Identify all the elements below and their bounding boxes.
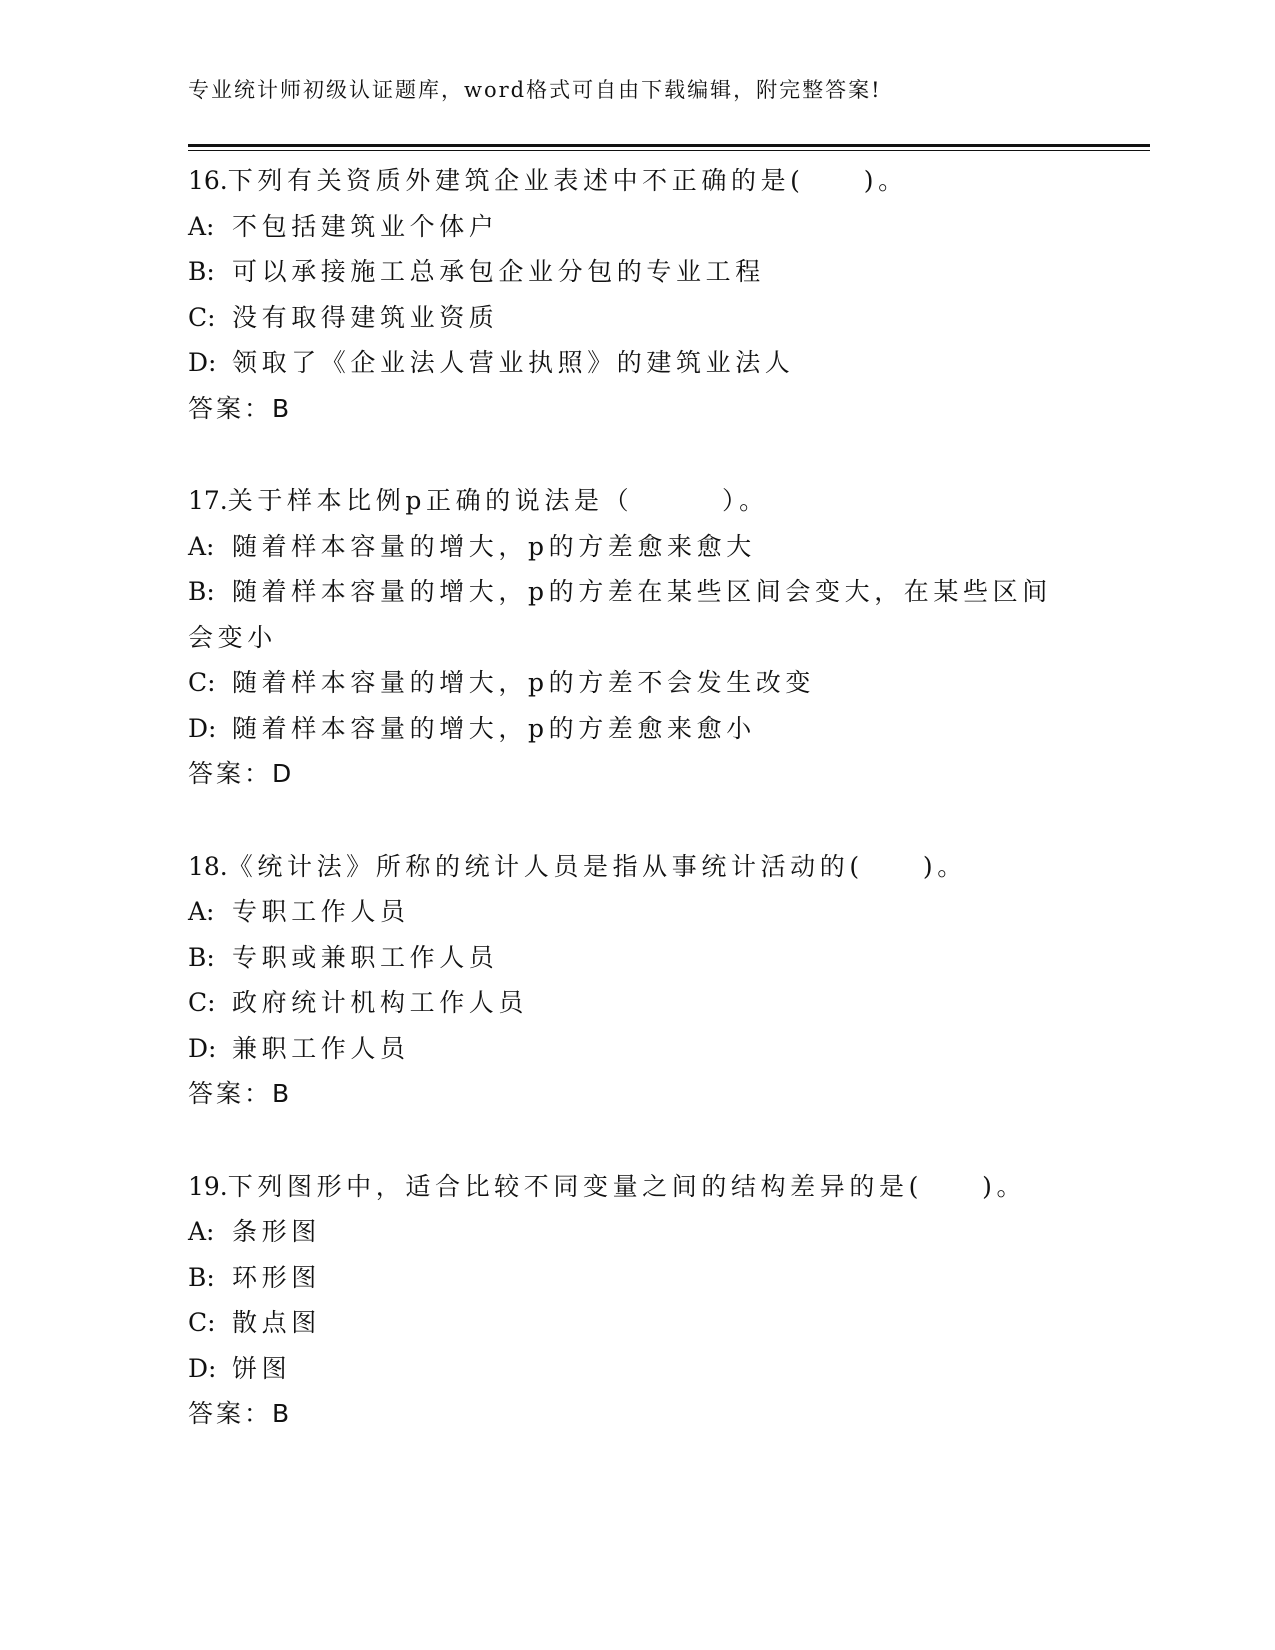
question-number: 19. — [188, 1171, 228, 1201]
option-key: D: — [188, 348, 217, 377]
option-text: 随着样本容量的增大，p的方差愈来愈大 — [232, 531, 756, 561]
question-text: 下列有关资质外建筑企业表述中不正确的是( )。 — [227, 166, 908, 195]
option-b — [188, 249, 1088, 295]
option-text: 条形图 — [232, 1217, 321, 1246]
option-c — [188, 295, 1088, 341]
option-key: A: — [188, 1217, 215, 1246]
answer-line — [188, 1391, 1088, 1437]
question-18 — [188, 844, 1088, 1117]
question-number: 18. — [188, 851, 228, 881]
option-d — [188, 1346, 1088, 1392]
question-stem — [188, 158, 1088, 204]
header-rule-thick — [188, 144, 1150, 147]
question-stem — [188, 844, 1088, 890]
question-stem — [188, 1164, 1088, 1210]
option-text: 随着样本容量的增大，p的方差在某些区间会变大，在某些区间会变小 — [188, 577, 1052, 652]
option-d — [188, 706, 1088, 752]
option-key: A: — [188, 531, 215, 561]
option-text: 饼图 — [232, 1353, 292, 1383]
answer-value: B — [272, 393, 291, 423]
answer-label: 答案： — [188, 393, 273, 423]
document-header: 专业统计师初级认证题库，word格式可自由下载编辑，附完整答案! — [188, 78, 882, 102]
option-key: C: — [188, 668, 216, 697]
answer-label: 答案： — [188, 1399, 273, 1428]
option-d — [188, 340, 1088, 386]
question-text: 关于样本比例p正确的说法是（ ）。 — [227, 486, 769, 515]
question-19 — [188, 1164, 1088, 1437]
option-d — [188, 1026, 1088, 1072]
answer-label: 答案： — [188, 759, 273, 788]
option-text: 兼职工作人员 — [232, 1033, 410, 1063]
option-key: D: — [188, 713, 217, 743]
option-a — [188, 889, 1088, 935]
option-b — [188, 935, 1088, 981]
option-text: 专职或兼职工作人员 — [232, 942, 499, 972]
option-key: D: — [188, 1033, 217, 1063]
question-list — [188, 158, 1088, 1484]
option-text: 不包括建筑业个体户 — [232, 211, 499, 241]
question-number: 16. — [188, 166, 228, 195]
option-key: B: — [188, 577, 215, 606]
option-key: D: — [188, 1353, 217, 1383]
option-text: 随着样本容量的增大，p的方差愈来愈小 — [232, 713, 756, 743]
answer-line — [188, 751, 1088, 797]
answer-value: D — [272, 759, 293, 788]
option-text: 专职工作人员 — [232, 897, 410, 926]
question-text: 下列图形中，适合比较不同变量之间的结构差异的是( )。 — [227, 1171, 1027, 1201]
option-text: 环形图 — [232, 1262, 321, 1292]
option-text: 随着样本容量的增大，p的方差不会发生改变 — [232, 668, 816, 697]
option-text: 散点图 — [232, 1308, 321, 1337]
header-rule-thin — [188, 150, 1150, 151]
option-text: 可以承接施工总承包企业分包的专业工程 — [232, 257, 765, 286]
option-b — [188, 569, 1068, 660]
option-key: C: — [188, 1308, 216, 1337]
question-16 — [188, 158, 1088, 431]
answer-value: B — [272, 1399, 291, 1428]
answer-line — [188, 1071, 1088, 1117]
question-text: 《统计法》所称的统计人员是指从事统计活动的( )。 — [227, 851, 967, 881]
answer-label: 答案： — [188, 1079, 273, 1108]
option-c — [188, 1300, 1088, 1346]
option-key: B: — [188, 257, 215, 286]
option-b — [188, 1255, 1088, 1301]
option-text: 领取了《企业法人营业执照》的建筑业法人 — [232, 348, 795, 377]
option-a — [188, 204, 1088, 250]
option-text: 没有取得建筑业资质 — [232, 302, 499, 332]
option-key: C: — [188, 988, 216, 1017]
question-stem — [188, 478, 1088, 524]
option-a — [188, 524, 1088, 570]
option-key: B: — [188, 942, 215, 972]
option-a — [188, 1209, 1088, 1255]
option-text: 政府统计机构工作人员 — [232, 988, 529, 1017]
option-key: C: — [188, 302, 216, 332]
option-c — [188, 660, 1088, 706]
question-17 — [188, 478, 1088, 797]
option-c — [188, 980, 1088, 1026]
answer-line — [188, 386, 1088, 432]
option-key: A: — [188, 897, 215, 926]
answer-value: B — [272, 1079, 291, 1108]
option-key: A: — [188, 211, 215, 241]
option-key: B: — [188, 1262, 215, 1292]
question-number: 17. — [188, 486, 228, 515]
